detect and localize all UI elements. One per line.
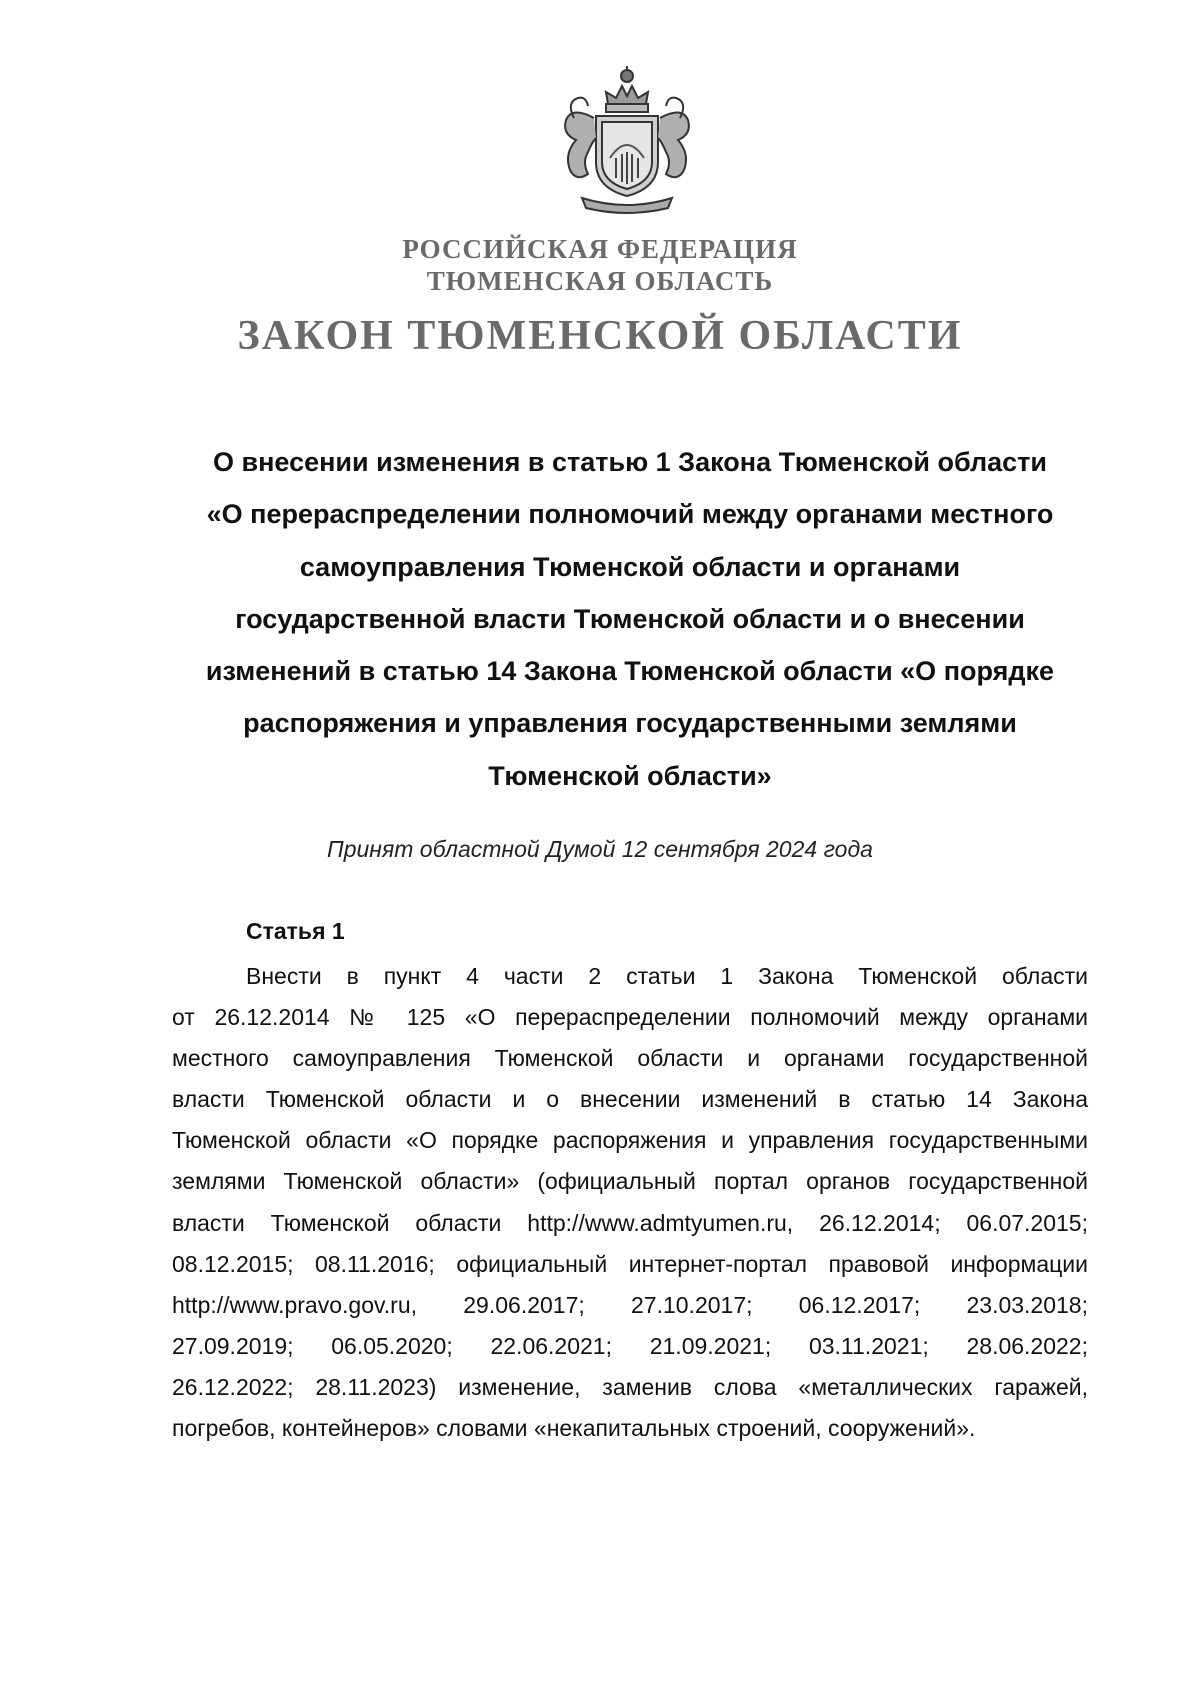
country-heading: РОССИЙСКАЯ ФЕДЕРАЦИЯ bbox=[402, 234, 798, 264]
region-heading: ТЮМЕНСКАЯ ОБЛАСТЬ bbox=[426, 266, 774, 296]
body-line: Внести в пункт 4 части 2 статьи 1 Закона Тюменской области bbox=[246, 963, 1088, 989]
title-line: О внесении изменения в статью 1 Закона Тюменской области bbox=[213, 447, 1047, 477]
title-line: государственной власти Тюменской области и о внесении bbox=[235, 603, 1025, 634]
body-line: Тюменской области «О порядке распоряжения и управления государственными bbox=[172, 1127, 1088, 1154]
title-line: «О перераспределении полномочий между органами местного bbox=[206, 499, 1054, 530]
title-line: самоуправления Тюменской области и органами bbox=[299, 551, 961, 582]
title-line: Тюменской области» bbox=[488, 760, 772, 791]
article-body bbox=[172, 956, 1088, 1449]
body-line: http://www.pravo.gov.ru, 29.06.2017; 27.10.2017; 06.12.2017; 23.03.2018; bbox=[172, 1291, 1088, 1318]
body-line: власти Тюменской области http://www.admtyumen.ru, 26.12.2014; 06.07.2015; bbox=[172, 1209, 1088, 1236]
coat-of-arms-icon bbox=[536, 62, 718, 216]
title-line: изменений в статью 14 Закона Тюменской области «О порядке bbox=[205, 656, 1055, 687]
body-line: 26.12.2022; 28.11.2023) изменение, заменив слова «металлических гаражей, bbox=[172, 1373, 1088, 1400]
body-line: власти Тюменской области и о внесении изменений в статью 14 Закона bbox=[172, 1086, 1088, 1113]
body-line: местного самоуправления Тюменской области и органами государственной bbox=[172, 1045, 1088, 1072]
law-title bbox=[170, 436, 1090, 802]
law-heading: ЗАКОН ТЮМЕНСКОЙ ОБЛАСТИ bbox=[237, 313, 963, 359]
article-heading: Статья 1 bbox=[246, 918, 345, 944]
body-line: землями Тюменской области» (официальный портал органов государственной bbox=[172, 1168, 1088, 1195]
adoption-note: Принят областной Думой 12 сентября 2024 года bbox=[327, 836, 873, 862]
body-line: 27.09.2019; 06.05.2020; 22.06.2021; 21.09.2021; 03.11.2021; 28.06.2022; bbox=[172, 1332, 1088, 1359]
body-line: 08.12.2015; 08.11.2016; официальный интернет-портал правовой информации bbox=[172, 1250, 1088, 1277]
body-line: от 26.12.2014 № 125 «О перераспределении полномочий между органами bbox=[172, 1004, 1088, 1031]
body-line: погребов, контейнеров» словами «некапитальных строений, сооружений». bbox=[172, 1415, 976, 1442]
title-line: распоряжения и управления государственными землями bbox=[243, 708, 1017, 739]
